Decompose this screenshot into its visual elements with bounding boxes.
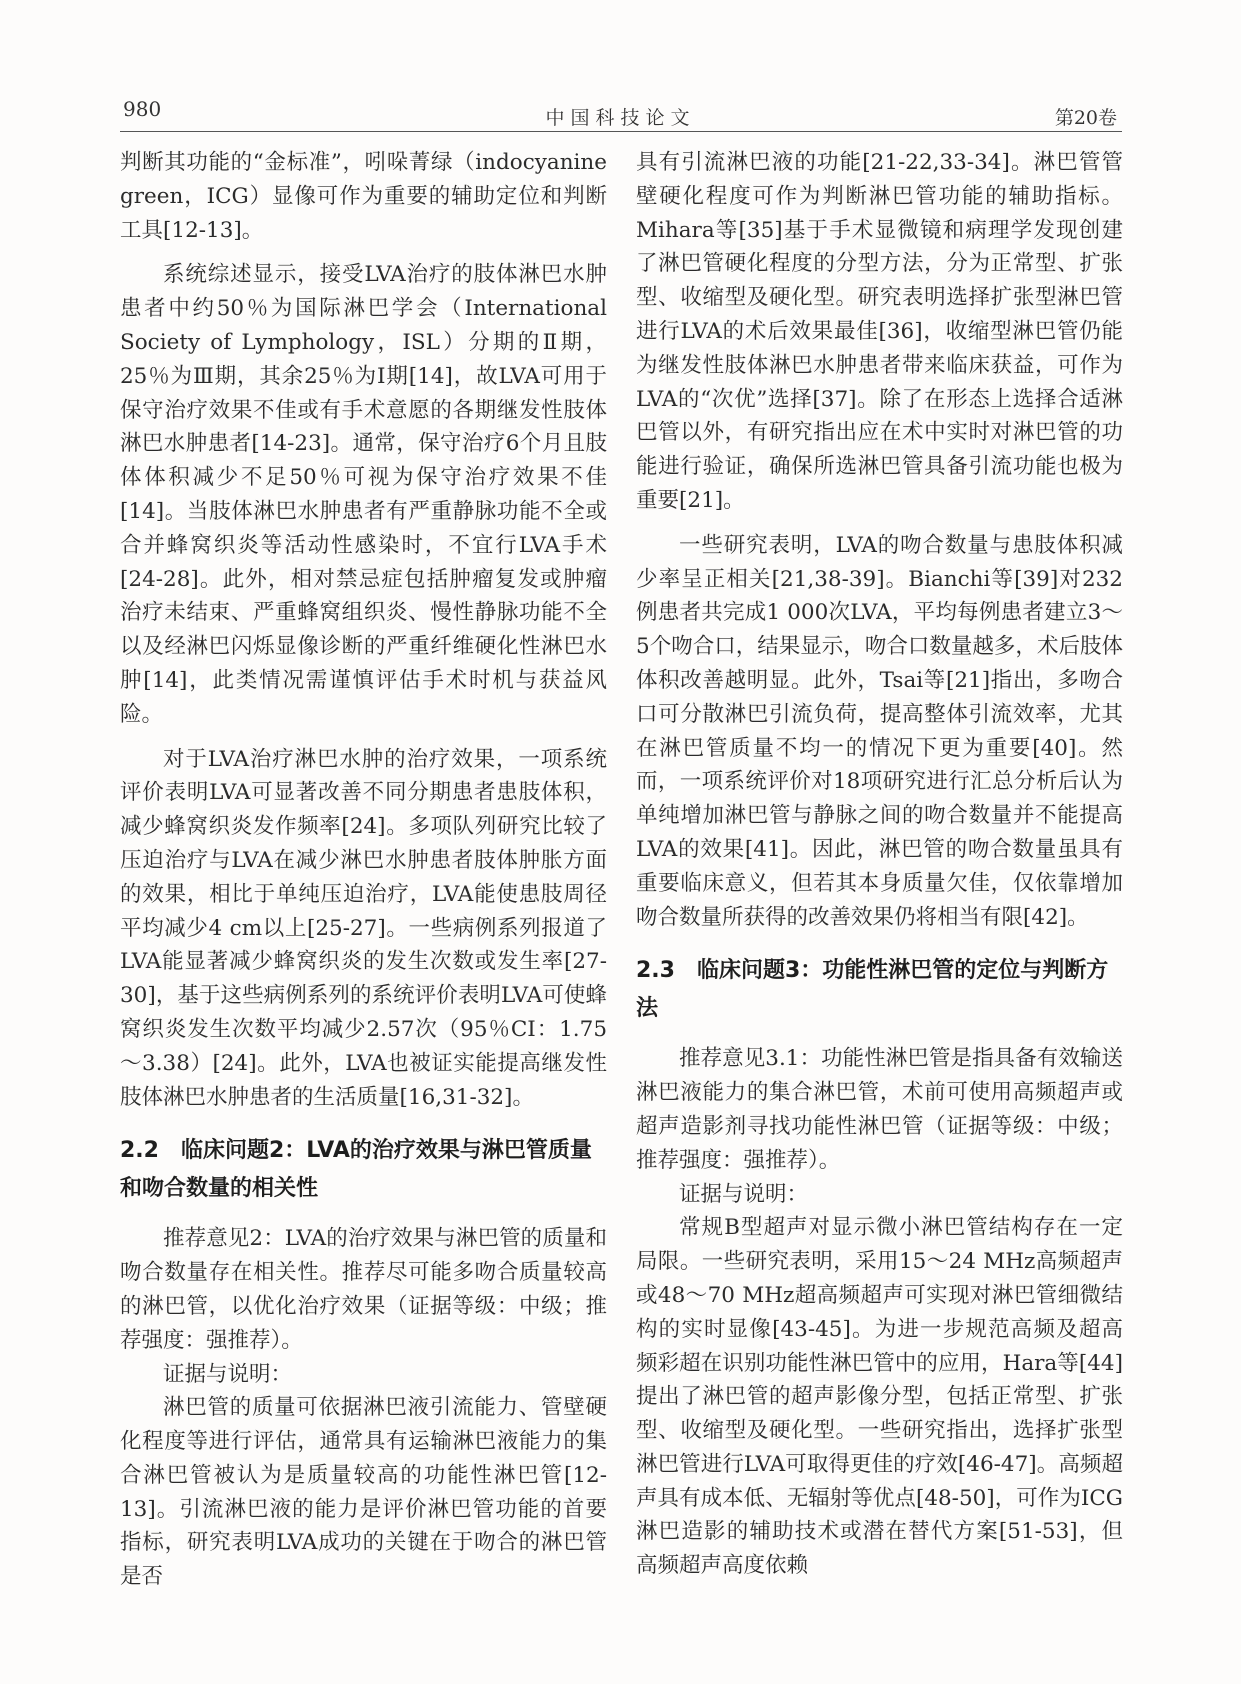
paragraph: 对于LVA治疗淋巴水肿的治疗效果，一项系统评价表明LVA可显著改善不同分期患者患肢体积，减少蜂窝织炎发作频率[24]。多项队列研究比较了压迫治疗与LVA在减少淋巴水肿患者肢体肿胀方面的效果，相比于单纯压迫治疗，LVA能使患肢周径平均减少4 cm以上[25-27]。一些病例系列报道了LVA能显著减少蜂窝织炎的发生次数或发生率[27-30]，基于这些病例系列的系统评价表明LVA可使蜂窝织炎发生次数平均减少2.57次（95％CI：1.75～3.38）[24]。此外，LVA也被证实能提高继发性肢体淋巴水肿患者的生活质量[16,31-32]。 <box>120 746 607 1110</box>
paragraph: 判断其功能的“金标准”，吲哚菁绿（indocyanine green，ICG）显像可作为重要的辅助定位和判断工具[12-13]。 <box>120 150 607 243</box>
section-number: 2.3 <box>636 958 675 984</box>
header-rule <box>120 131 1122 132</box>
section-heading-2-2 <box>120 1132 607 1208</box>
section-number: 2.2 <box>120 1138 159 1164</box>
section-heading-2-3 <box>636 952 1123 1028</box>
page-number: 980 <box>123 97 162 121</box>
paragraph: 推荐意见3.1：功能性淋巴管是指具备有效输送淋巴液能力的集合淋巴管，术前可使用高频超声或超声造影剂寻找功能性淋巴管（证据等级：中级；推荐强度：强推荐）。 <box>636 1046 1123 1173</box>
paragraph: 推荐意见2：LVA的治疗效果与淋巴管的质量和吻合数量存在相关性。推荐尽可能多吻合质量较高的淋巴管，以优化治疗效果（证据等级：中级；推荐强度：强推荐）。 <box>120 1226 607 1353</box>
volume-label: 第20卷 <box>1054 107 1117 129</box>
page-header <box>0 0 1241 130</box>
left-column <box>120 146 607 1594</box>
paragraph: 证据与说明： <box>679 1181 809 1207</box>
paragraph: 常规B型超声对显示微小淋巴管结构存在一定局限。一些研究表明，采用15～24 MHz高频超声或48～70 MHz超高频超声可实现对淋巴管细微结构的实时显像[43-45]。为进一步规范高频及超高频彩超在识别功能性淋巴管中的应用，Hara等[44]提出了淋巴管的超声影像分型，包括正常型、扩张型、收缩型及硬化型。一些研究指出，选择扩张型淋巴管进行LVA可取得更佳的疗效[46-47]。高频超声具有成本低、无辐射等优点[48-50]，可作为ICG淋巴造影的辅助技术或潜在替代方案[51-53]，但高频超声高度依赖 <box>636 1215 1123 1579</box>
paragraph: 系统综述显示，接受LVA治疗的肢体淋巴水肿患者中约50％为国际淋巴学会（International Society of Lymphology，ISL）分期的Ⅱ期，25％为Ⅲ期，其余25％为Ⅰ期[14]，故LVA可用于保守治疗效果不佳或有手术意愿的各期继发性肢体淋巴水肿患者[14-23]。通常，保守治疗6个月且肢体体积减少不足50％可视为保守治疗效果不佳[14]。当肢体淋巴水肿患者有严重静脉功能不全或合并蜂窝织炎等活动性感染时，不宜行LVA手术[24-28]。此外，相对禁忌症包括肿瘤复发或肿瘤治疗未结束、严重蜂窝组织炎、慢性静脉功能不全以及经淋巴闪烁显像诊断的严重纤维硬化性淋巴水肿[14]，此类情况需谨慎评估手术时机与获益风险。 <box>120 262 607 727</box>
section-title: 临床问题3：功能性淋巴管的定位与判断方法 <box>636 958 1109 1022</box>
paragraph: 具有引流淋巴液的功能[21-22,33-34]。淋巴管管壁硬化程度可作为判断淋巴管功能的辅助指标。Mihara等[35]基于手术显微镜和病理学发现创建了淋巴管硬化程度的分型方法，分为正常型、扩张型、收缩型及硬化型。研究表明选择扩张型淋巴管进行LVA的术后效果最佳[36]，收缩型淋巴管仍能为继发性肢体淋巴水肿患者带来临床获益，可作为LVA的“次优”选择[37]。除了在形态上选择合适淋巴管以外，有研究指出应在术中实时对淋巴管的功能进行验证，确保所选淋巴管具备引流功能也极为重要[21]。 <box>636 150 1123 513</box>
paragraph: 淋巴管的质量可依据淋巴液引流能力、管壁硬化程度等进行评估，通常具有运输淋巴液能力的集合淋巴管被认为是质量较高的功能性淋巴管[12-13]。引流淋巴液的能力是评价淋巴管功能的首要指标，研究表明LVA成功的关键在于吻合的淋巴管是否 <box>120 1395 607 1590</box>
paragraph: 一些研究表明，LVA的吻合数量与患肢体积减少率呈正相关[21,38-39]。Bianchi等[39]对232例患者共完成1 000次LVA，平均每例患者建立3～5个吻合口，结果显示，吻合口数量越多，术后肢体体积改善越明显。此外，Tsai等[21]指出，多吻合口可分散淋巴引流负荷，提高整体引流效率，尤其在淋巴管质量不均一的情况下更为重要[40]。然而，一项系统评价对18项研究进行汇总分析后认为单纯增加淋巴管与静脉之间的吻合数量并不能提高LVA的效果[41]。因此，淋巴管的吻合数量虽具有重要临床意义，但若其本身质量欠佳，仅依靠增加吻合数量所获得的改善效果仍将相当有限[42]。 <box>636 532 1123 930</box>
paragraph: 证据与说明： <box>163 1361 293 1387</box>
right-column <box>636 146 1123 1583</box>
section-title: 临床问题2：LVA的治疗效果与淋巴管质量和吻合数量的相关性 <box>120 1138 592 1202</box>
journal-name: 中国科技论文 <box>545 107 696 129</box>
